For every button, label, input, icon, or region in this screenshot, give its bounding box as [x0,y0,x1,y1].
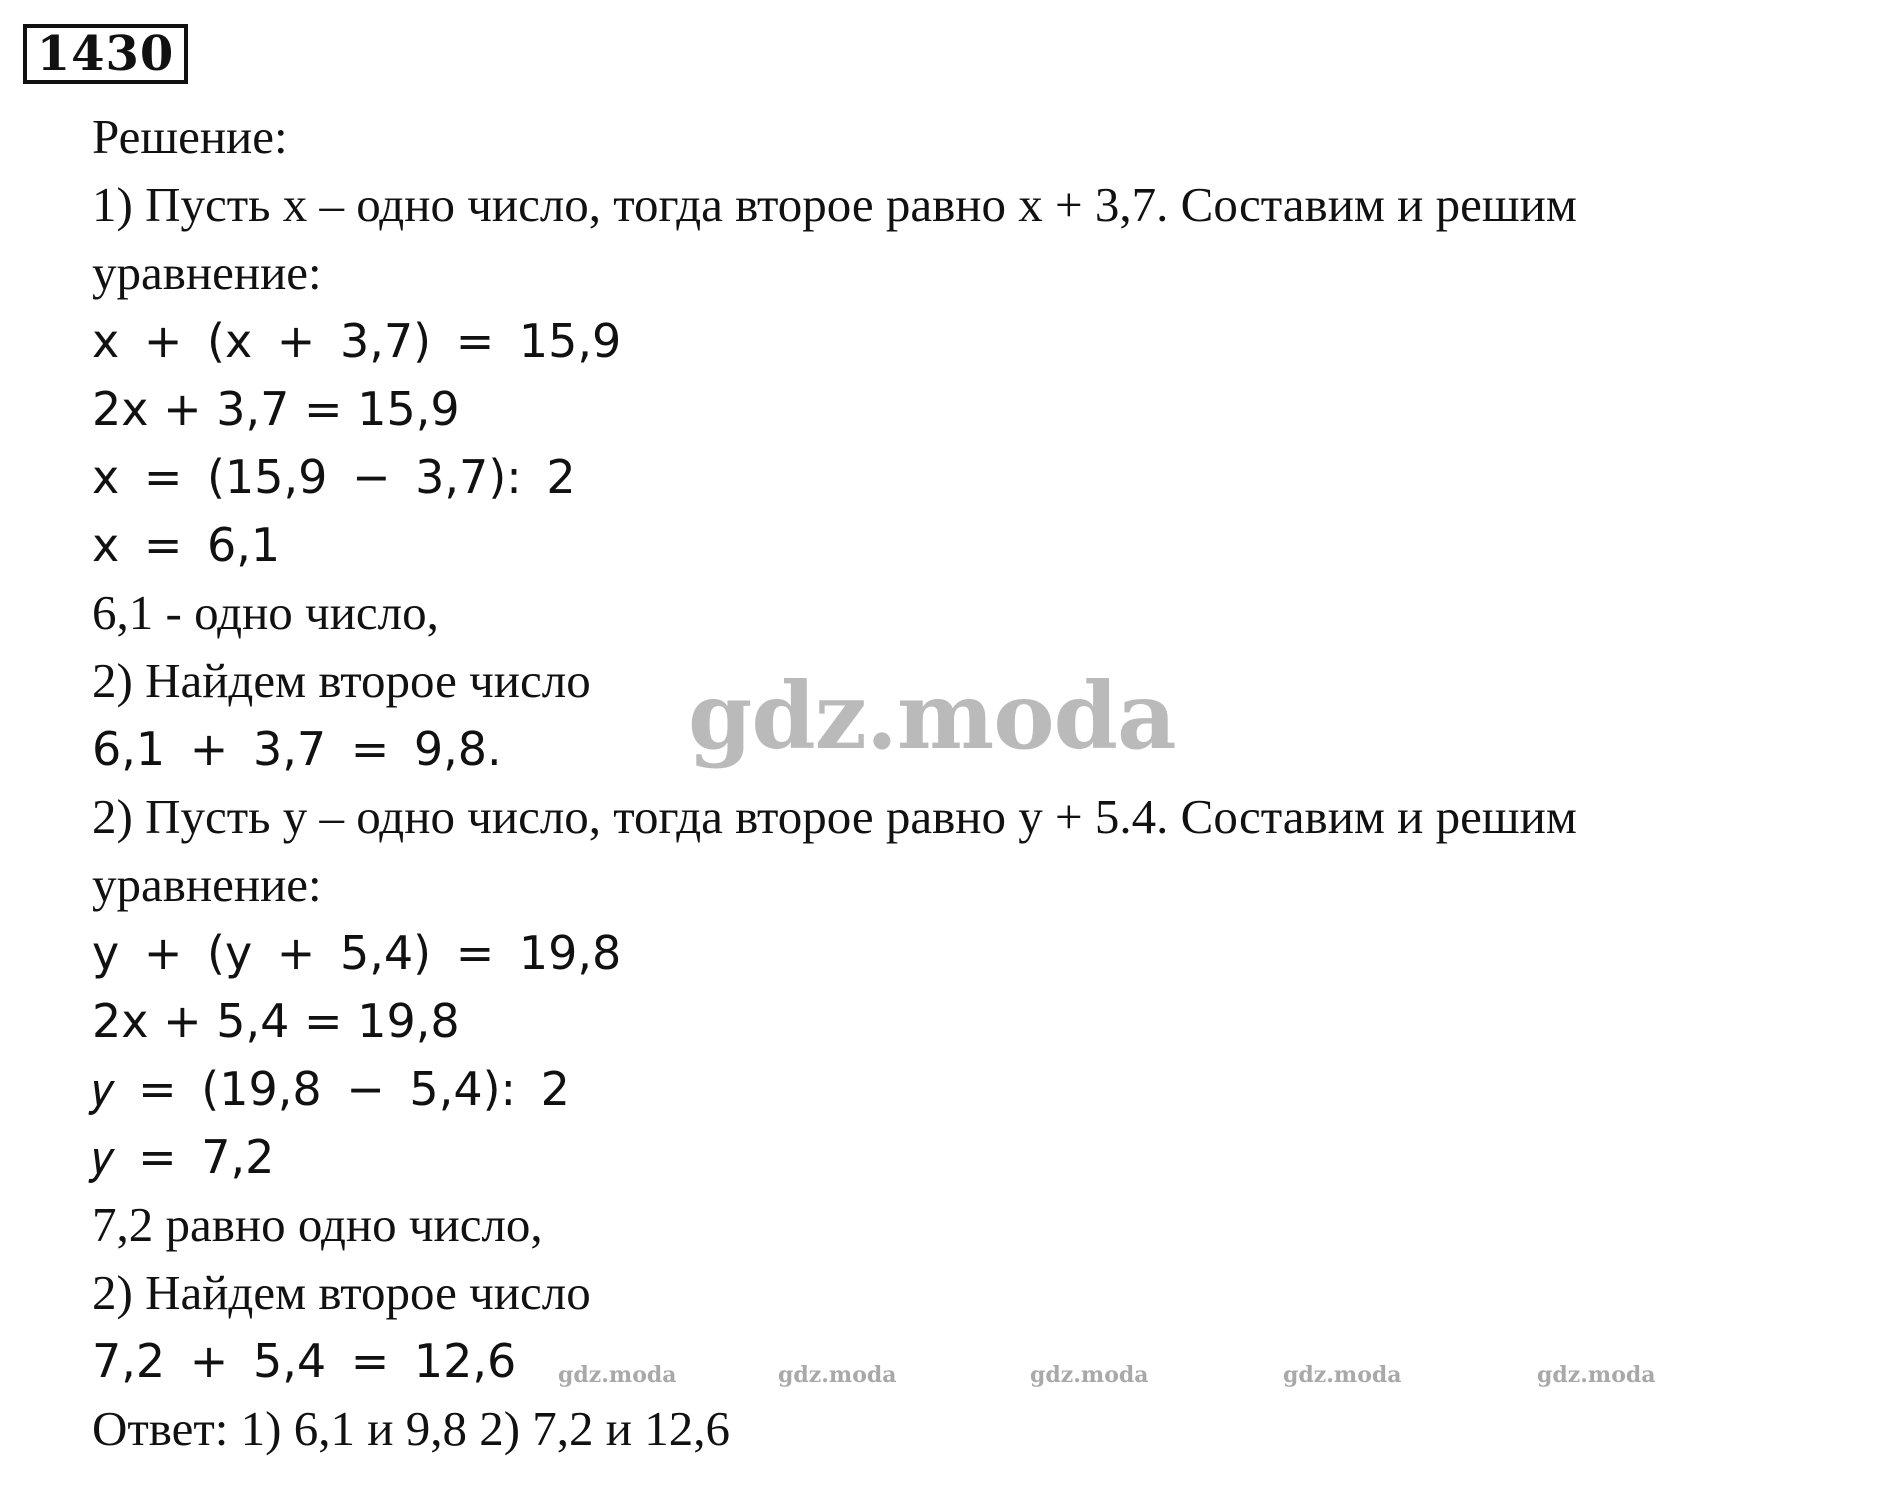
equation-10: 7,2 + 5,4 = 12,6 [92,1334,517,1388]
watermark-main: gdz.moda [688,662,1176,770]
result-1: 6,1 - одно число, [92,585,439,640]
watermark-small: gdz.moda [1030,1362,1149,1388]
equation-1: x + (x + 3,7) = 15,9 [92,314,622,368]
equation-2: 2x + 3,7 = 15,9 [92,382,460,436]
watermark-small: gdz.moda [1537,1362,1656,1388]
equation-5: 6,1 + 3,7 = 9,8. [92,722,502,776]
equation-8: 𝑦 = (19,8 − 5,4): 2 [92,1062,570,1116]
equation-9: 𝑦 = 7,2 [92,1130,275,1184]
task-number-box: 1430 [23,24,188,84]
equation-7: 2x + 5,4 = 19,8 [92,994,460,1048]
step-2-statement-cont: уравнение: [92,857,322,912]
step-1-statement: 1) Пусть х – одно число, тогда второе равно х + 3,7. Составим и решим [92,177,1577,232]
watermark-small: gdz.moda [1283,1362,1402,1388]
step-1-statement-cont: уравнение: [92,245,322,300]
watermark-small: gdz.moda [778,1362,897,1388]
watermark-small: gdz.moda [558,1362,677,1388]
equation-6: y + (y + 5,4) = 19,8 [92,926,622,980]
solution-heading: Решение: [92,109,288,164]
equation-4: x = 6,1 [92,518,281,572]
result-2: 7,2 равно одно число, [92,1197,543,1252]
step-2-statement: 2) Пусть у – одно число, тогда второе равно у + 5.4. Составим и решим [92,789,1577,844]
equation-3: x = (15,9 − 3,7): 2 [92,450,576,504]
answer-line: Ответ: 1) 6,1 и 9,8 2) 7,2 и 12,6 [92,1401,731,1456]
find-second-1: 2) Найдем второе число [92,653,591,708]
find-second-2: 2) Найдем второе число [92,1265,591,1320]
solution-content [92,103,1882,1463]
